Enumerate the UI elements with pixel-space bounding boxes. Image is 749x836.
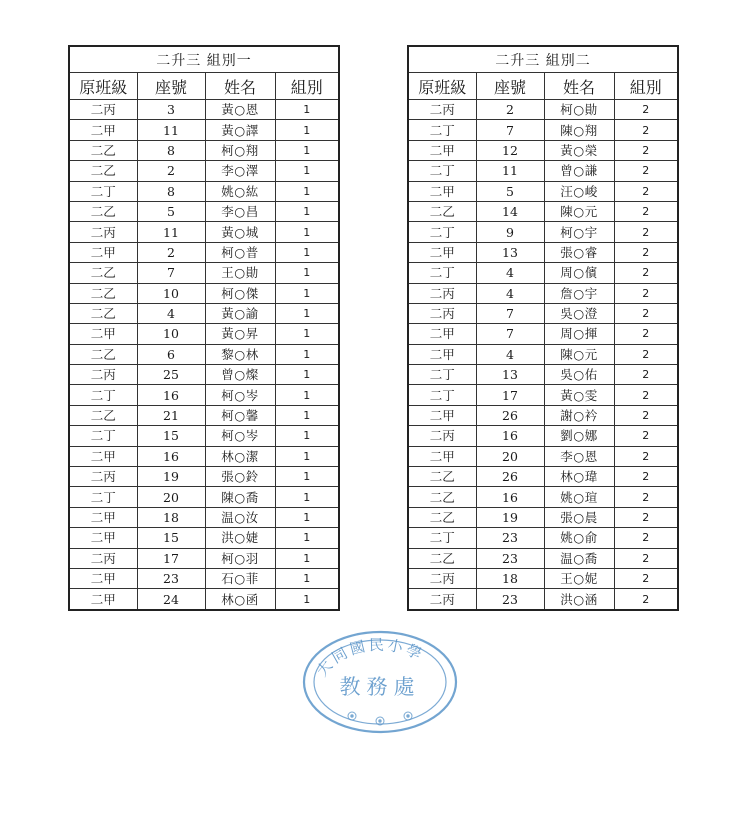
cell-class: 二乙 (69, 263, 137, 283)
cell-group: 2 (614, 161, 678, 181)
table-row (408, 405, 678, 425)
cell-class: 二丁 (408, 222, 476, 242)
cell-name: 陳○元 (544, 201, 614, 221)
cell-class: 二甲 (69, 120, 137, 140)
cell-group: 1 (275, 161, 339, 181)
cell-group: 2 (614, 140, 678, 160)
seal-center-text: 教務處 (339, 675, 421, 699)
cell-seat: 7 (476, 303, 544, 323)
cell-name: 柯○勛 (544, 100, 614, 120)
table-row (69, 446, 339, 466)
cell-group: 1 (275, 365, 339, 385)
table-body (69, 100, 339, 610)
cell-class: 二甲 (69, 528, 137, 548)
cell-class: 二乙 (69, 161, 137, 181)
cell-name: 柯○宇 (544, 222, 614, 242)
cell-group: 2 (614, 222, 678, 242)
cell-seat: 26 (476, 467, 544, 487)
cell-group: 1 (275, 589, 339, 610)
cell-group: 2 (614, 365, 678, 385)
cell-name: 李○恩 (544, 446, 614, 466)
table-row (69, 181, 339, 201)
cell-seat: 12 (476, 140, 544, 160)
svg-text:大同國民小學 (313, 636, 427, 680)
cell-seat: 15 (137, 528, 205, 548)
cell-group: 2 (614, 446, 678, 466)
cell-name: 柯○馨 (205, 405, 275, 425)
cell-class: 二甲 (69, 324, 137, 344)
cell-seat: 20 (476, 446, 544, 466)
table-row (69, 405, 339, 425)
cell-group: 2 (614, 548, 678, 568)
cell-class: 二丙 (69, 548, 137, 568)
table-row (69, 487, 339, 507)
table-row (69, 283, 339, 303)
cell-seat: 4 (476, 263, 544, 283)
table-row (408, 120, 678, 140)
cell-group: 2 (614, 405, 678, 425)
table-row (69, 140, 339, 160)
cell-name: 姚○俞 (544, 528, 614, 548)
cell-seat: 10 (137, 283, 205, 303)
cell-group: 1 (275, 100, 339, 120)
cell-name: 王○勛 (205, 263, 275, 283)
cell-seat: 4 (137, 303, 205, 323)
cell-group: 1 (275, 242, 339, 262)
cell-class: 二甲 (408, 242, 476, 262)
cell-class: 二甲 (69, 568, 137, 588)
table-row (69, 385, 339, 405)
cell-class: 二乙 (69, 201, 137, 221)
cell-class: 二丙 (408, 283, 476, 303)
school-seal-stamp (300, 628, 460, 736)
cell-seat: 10 (137, 324, 205, 344)
cell-name: 汪○峻 (544, 181, 614, 201)
cell-seat: 18 (137, 507, 205, 527)
cell-group: 2 (614, 181, 678, 201)
cell-name: 張○鈴 (205, 467, 275, 487)
table-row (408, 201, 678, 221)
table-row (69, 120, 339, 140)
table-row (408, 222, 678, 242)
cell-name: 柯○羽 (205, 548, 275, 568)
table-row (69, 568, 339, 588)
cell-seat: 14 (476, 201, 544, 221)
cell-group: 1 (275, 446, 339, 466)
cell-class: 二甲 (408, 324, 476, 344)
cell-name: 李○昌 (205, 201, 275, 221)
cell-class: 二甲 (69, 589, 137, 610)
cell-group: 2 (614, 589, 678, 610)
cell-class: 二丁 (408, 161, 476, 181)
cell-seat: 4 (476, 283, 544, 303)
cell-group: 2 (614, 385, 678, 405)
cell-class: 二甲 (408, 344, 476, 364)
cell-seat: 23 (137, 568, 205, 588)
cell-class: 二乙 (408, 467, 476, 487)
cell-seat: 26 (476, 405, 544, 425)
cell-class: 二丁 (408, 385, 476, 405)
cell-seat: 19 (137, 467, 205, 487)
table-row (69, 201, 339, 221)
cell-seat: 5 (137, 201, 205, 221)
table-row (408, 426, 678, 446)
cell-name: 吳○澄 (544, 303, 614, 323)
cell-class: 二乙 (408, 507, 476, 527)
cell-group: 1 (275, 467, 339, 487)
cell-name: 陳○翔 (544, 120, 614, 140)
cell-group: 1 (275, 548, 339, 568)
cell-class: 二丙 (408, 426, 476, 446)
table-row (408, 303, 678, 323)
table-row (69, 548, 339, 568)
cell-group: 1 (275, 263, 339, 283)
table-row (408, 263, 678, 283)
cell-seat: 5 (476, 181, 544, 201)
cell-seat: 21 (137, 405, 205, 425)
cell-seat: 15 (137, 426, 205, 446)
cell-seat: 11 (137, 222, 205, 242)
cell-seat: 17 (476, 385, 544, 405)
cell-group: 1 (275, 222, 339, 242)
cell-name: 林○函 (205, 589, 275, 610)
table-row (69, 222, 339, 242)
cell-seat: 13 (476, 365, 544, 385)
cell-group: 2 (614, 426, 678, 446)
cell-group: 1 (275, 344, 339, 364)
table-row (69, 365, 339, 385)
cell-seat: 23 (476, 589, 544, 610)
cell-name: 姚○紘 (205, 181, 275, 201)
cell-class: 二丁 (69, 385, 137, 405)
table-row (69, 161, 339, 181)
table-row (69, 589, 339, 610)
table-row (408, 140, 678, 160)
cell-name: 洪○涵 (544, 589, 614, 610)
cell-seat: 2 (476, 100, 544, 120)
group-one-table (68, 45, 340, 611)
cell-seat: 3 (137, 100, 205, 120)
cell-group: 1 (275, 528, 339, 548)
cell-name: 温○汝 (205, 507, 275, 527)
cell-seat: 20 (137, 487, 205, 507)
table-row (408, 385, 678, 405)
cell-seat: 19 (476, 507, 544, 527)
cell-group: 2 (614, 324, 678, 344)
cell-name: 温○喬 (544, 548, 614, 568)
table-row (408, 324, 678, 344)
cell-group: 2 (614, 120, 678, 140)
cell-group: 1 (275, 303, 339, 323)
table-row (408, 181, 678, 201)
cell-name: 柯○翔 (205, 140, 275, 160)
cell-seat: 13 (476, 242, 544, 262)
cell-name: 劉○娜 (544, 426, 614, 446)
table-row (408, 507, 678, 527)
cell-group: 2 (614, 303, 678, 323)
cell-group: 1 (275, 507, 339, 527)
cell-class: 二丙 (69, 100, 137, 120)
cell-group: 2 (614, 507, 678, 527)
cell-class: 二甲 (69, 507, 137, 527)
cell-seat: 8 (137, 181, 205, 201)
table-row (408, 589, 678, 610)
cell-seat: 18 (476, 568, 544, 588)
cell-name: 黃○雯 (544, 385, 614, 405)
table-row (408, 528, 678, 548)
cell-name: 柯○岑 (205, 385, 275, 405)
col-header-group: 組別 (614, 73, 678, 100)
cell-seat: 23 (476, 548, 544, 568)
cell-seat: 25 (137, 365, 205, 385)
cell-group: 2 (614, 568, 678, 588)
cell-name: 王○妮 (544, 568, 614, 588)
cell-class: 二丙 (408, 303, 476, 323)
col-header-name: 姓名 (205, 73, 275, 100)
table-row (408, 100, 678, 120)
cell-name: 洪○婕 (205, 528, 275, 548)
cell-class: 二丁 (408, 263, 476, 283)
cell-class: 二丙 (69, 222, 137, 242)
cell-name: 周○儐 (544, 263, 614, 283)
cell-class: 二乙 (408, 201, 476, 221)
cell-group: 2 (614, 201, 678, 221)
cell-group: 2 (614, 242, 678, 262)
cell-seat: 16 (137, 385, 205, 405)
table-row (408, 467, 678, 487)
cell-group: 1 (275, 426, 339, 446)
cell-seat: 11 (137, 120, 205, 140)
cell-group: 1 (275, 487, 339, 507)
table-row (408, 365, 678, 385)
cell-seat: 11 (476, 161, 544, 181)
group-two-sheet (407, 45, 679, 611)
cell-class: 二甲 (408, 181, 476, 201)
cell-class: 二甲 (408, 140, 476, 160)
cell-seat: 7 (476, 120, 544, 140)
cell-group: 1 (275, 324, 339, 344)
table-row (408, 344, 678, 364)
table-row (408, 487, 678, 507)
cell-name: 張○睿 (544, 242, 614, 262)
cell-group: 1 (275, 385, 339, 405)
cell-name: 吳○佑 (544, 365, 614, 385)
table-row (69, 263, 339, 283)
cell-name: 黃○榮 (544, 140, 614, 160)
cell-name: 林○瑋 (544, 467, 614, 487)
cell-class: 二丙 (69, 467, 137, 487)
seal-graphic (300, 628, 460, 736)
cell-name: 黃○城 (205, 222, 275, 242)
cell-name: 李○澤 (205, 161, 275, 181)
table-row (408, 446, 678, 466)
cell-seat: 16 (476, 426, 544, 446)
cell-seat: 4 (476, 344, 544, 364)
cell-seat: 16 (137, 446, 205, 466)
cell-group: 2 (614, 344, 678, 364)
cell-name: 林○潔 (205, 446, 275, 466)
col-header-group: 組別 (275, 73, 339, 100)
cell-seat: 7 (137, 263, 205, 283)
cell-group: 1 (275, 283, 339, 303)
table-row (69, 426, 339, 446)
table-row (69, 324, 339, 344)
cell-seat: 17 (137, 548, 205, 568)
cell-class: 二乙 (69, 303, 137, 323)
table-row (69, 344, 339, 364)
col-header-seat: 座號 (476, 73, 544, 100)
cell-seat: 2 (137, 242, 205, 262)
table-row (69, 467, 339, 487)
cell-seat: 16 (476, 487, 544, 507)
col-header-class: 原班級 (69, 73, 137, 100)
cell-class: 二丁 (408, 120, 476, 140)
cell-group: 1 (275, 568, 339, 588)
cell-seat: 9 (476, 222, 544, 242)
cell-seat: 24 (137, 589, 205, 610)
table-row (69, 528, 339, 548)
cell-name: 曾○燦 (205, 365, 275, 385)
cell-name: 謝○衿 (544, 405, 614, 425)
cell-class: 二丙 (408, 100, 476, 120)
cell-class: 二乙 (69, 283, 137, 303)
table-row (408, 283, 678, 303)
cell-class: 二丁 (69, 426, 137, 446)
cell-class: 二乙 (408, 548, 476, 568)
cell-class: 二乙 (69, 140, 137, 160)
cell-class: 二乙 (408, 487, 476, 507)
cell-seat: 6 (137, 344, 205, 364)
table-row (69, 303, 339, 323)
cell-group: 2 (614, 528, 678, 548)
cell-group: 1 (275, 201, 339, 221)
table-row (408, 568, 678, 588)
cell-group: 1 (275, 405, 339, 425)
group-two-table (407, 45, 679, 611)
cell-name: 周○揮 (544, 324, 614, 344)
cell-class: 二乙 (69, 344, 137, 364)
cell-name: 曾○謙 (544, 161, 614, 181)
cell-group: 1 (275, 120, 339, 140)
cell-class: 二乙 (69, 405, 137, 425)
table-row (408, 161, 678, 181)
cell-name: 陳○元 (544, 344, 614, 364)
group-one-sheet (68, 45, 340, 611)
cell-class: 二丁 (69, 487, 137, 507)
cell-name: 姚○瑄 (544, 487, 614, 507)
table-caption: 二升三 組別一 (69, 46, 339, 73)
cell-group: 2 (614, 467, 678, 487)
cell-class: 二甲 (408, 446, 476, 466)
cell-seat: 2 (137, 161, 205, 181)
cell-group: 2 (614, 283, 678, 303)
cell-class: 二丙 (408, 589, 476, 610)
cell-group: 2 (614, 487, 678, 507)
cell-name: 柯○傑 (205, 283, 275, 303)
table-row (69, 507, 339, 527)
col-header-name: 姓名 (544, 73, 614, 100)
cell-class: 二甲 (408, 405, 476, 425)
table-caption: 二升三 組別二 (408, 46, 678, 73)
cell-group: 2 (614, 100, 678, 120)
cell-name: 黎○林 (205, 344, 275, 364)
cell-name: 張○晨 (544, 507, 614, 527)
cell-name: 黃○昇 (205, 324, 275, 344)
cell-name: 黃○譯 (205, 120, 275, 140)
cell-seat: 7 (476, 324, 544, 344)
cell-name: 柯○普 (205, 242, 275, 262)
table-body (408, 100, 678, 610)
cell-class: 二甲 (69, 242, 137, 262)
cell-class: 二丁 (408, 365, 476, 385)
table-row (69, 100, 339, 120)
cell-class: 二丁 (408, 528, 476, 548)
cell-group: 2 (614, 263, 678, 283)
cell-class: 二丁 (69, 181, 137, 201)
cell-group: 1 (275, 140, 339, 160)
cell-name: 詹○宇 (544, 283, 614, 303)
seal-ring-text: 大同國民小學 (312, 635, 428, 680)
cell-name: 陳○喬 (205, 487, 275, 507)
plum-blossom-icon (348, 712, 412, 725)
col-header-seat: 座號 (137, 73, 205, 100)
cell-name: 柯○岑 (205, 426, 275, 446)
cell-group: 1 (275, 181, 339, 201)
table-row (69, 242, 339, 262)
col-header-class: 原班級 (408, 73, 476, 100)
cell-seat: 8 (137, 140, 205, 160)
table-row (408, 548, 678, 568)
cell-name: 黃○恩 (205, 100, 275, 120)
cell-name: 石○菲 (205, 568, 275, 588)
cell-class: 二丙 (69, 365, 137, 385)
cell-seat: 23 (476, 528, 544, 548)
cell-name: 黃○諭 (205, 303, 275, 323)
cell-class: 二丙 (408, 568, 476, 588)
table-row (408, 242, 678, 262)
cell-class: 二甲 (69, 446, 137, 466)
